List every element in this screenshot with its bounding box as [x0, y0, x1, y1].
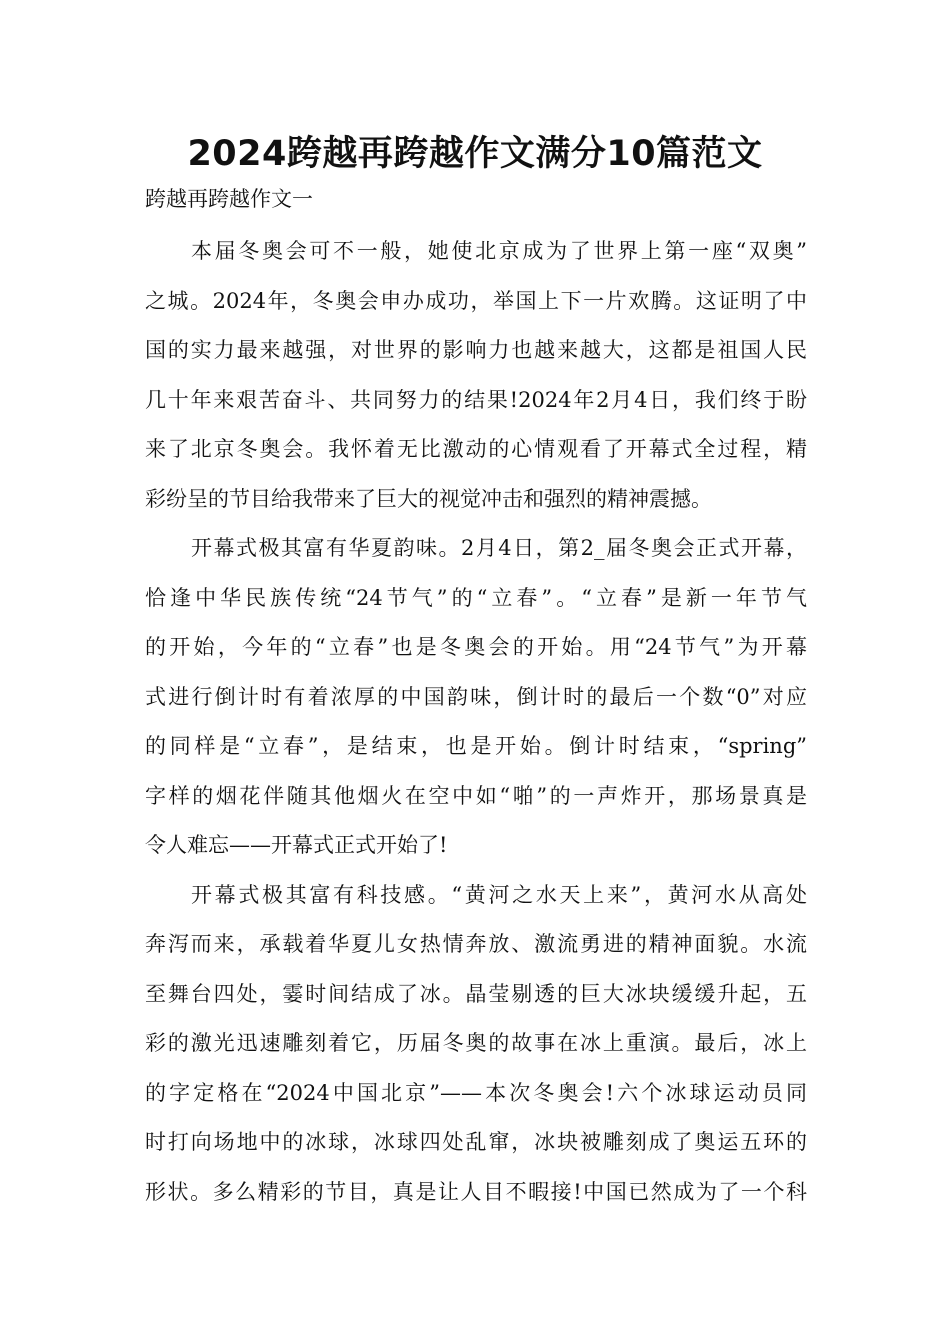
text-line: 形状。多么精彩的节目，真是让人目不暇接!中国已然成为了一个科	[145, 1179, 807, 1204]
text-line: 之城。2024年，冬奥会申办成功，举国上下一片欢腾。这证明了中	[145, 288, 807, 313]
text-line: 的开始，今年的“立春”也是冬奥会的开始。用“24节气”为开幕	[145, 635, 807, 659]
text-line: 国的实力最来越强，对世界的影响力也越来越大，这都是祖国人民	[145, 338, 807, 362]
section-heading: 跨越再跨越作文一	[145, 187, 313, 211]
document-title: 2024跨越再跨越作文满分10篇范文	[187, 134, 763, 174]
text-line: 字样的烟花伴随其他烟火在空中如“啪”的一声炸开，那场景真是	[145, 783, 807, 808]
text-line: 开幕式极其富有科技感。“黄河之水天上来”，黄河水从高处	[191, 882, 807, 907]
paragraph-1	[145, 227, 807, 524]
text-line: 彩纷呈的节目给我带来了巨大的视觉冲击和强烈的精神震撼。	[145, 486, 712, 511]
text-line: 本届冬奥会可不一般，她使北京成为了世界上第一座“双奥”	[191, 239, 807, 263]
paragraph-3	[145, 871, 807, 1218]
text-line: 来了北京冬奥会。我怀着无比激动的心情观看了开幕式全过程，精	[145, 437, 807, 461]
text-line: 的同样是“立春”，是结束，也是开始。倒计时结束，“spring”	[145, 734, 807, 758]
document-body	[145, 227, 807, 1217]
text-line: 奔泻而来，承载着华夏儿女热情奔放、激流勇进的精神面貌。水流	[145, 932, 807, 956]
text-line: 恰逢中华民族传统“24节气”的“立春”。“立春”是新一年节气	[145, 585, 807, 610]
text-line: 时打向场地中的冰球，冰球四处乱窜，冰块被雕刻成了奥运五环的	[145, 1130, 807, 1154]
text-line: 式进行倒计时有着浓厚的中国韵味，倒计时的最后一个数“0”对应	[145, 684, 807, 709]
text-line: 的字定格在“2024中国北京”——本次冬奥会!六个冰球运动员同	[145, 1080, 807, 1105]
text-line: 令人难忘——开幕式正式开始了!	[145, 833, 448, 857]
text-line: 几十年来艰苦奋斗、共同努力的结果!2024年2月4日，我们终于盼	[145, 387, 807, 412]
paragraph-2	[145, 524, 807, 871]
text-line: 至舞台四处，霎时间结成了冰。晶莹剔透的巨大冰块缓缓升起，五	[145, 981, 807, 1006]
text-line: 开幕式极其富有华夏韵味。2月4日，第2_届冬奥会正式开幕，	[191, 536, 807, 560]
text-line: 彩的激光迅速雕刻着它，历届冬奥的故事在冰上重演。最后，冰上	[145, 1031, 807, 1055]
